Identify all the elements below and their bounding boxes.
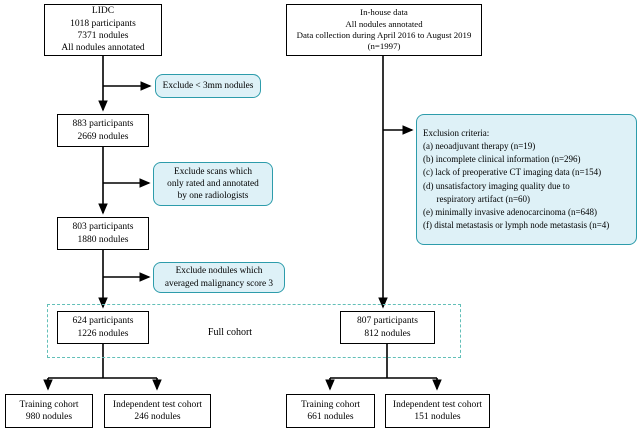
lidc-source-box [44,4,162,56]
text-line: Data collection during April 2016 to August 2019 [296,30,472,40]
text-line: (a) neoadjuvant therapy (n=19) [423,141,536,152]
text-line: Independent test cohort [112,399,203,410]
text-line: 812 nodules [364,328,411,339]
text-line: (b) incomplete clinical information (n=296) [423,154,581,165]
text-line: by one radiologists [177,191,249,202]
text-line: Exclusion criteria: [423,128,490,139]
text-line: 661 nodules [307,412,354,422]
text-line: 803 participants [72,222,134,233]
text-line: LIDC [91,6,115,17]
lidc-624-box [57,311,149,344]
lidc-883-box [57,114,149,147]
text-line: All nodules annotated [345,18,423,29]
text-line: Exclude nodules which [175,266,263,277]
text-line: All nodules annotated [61,43,145,54]
exclude-malignancy-score3-note [153,262,285,293]
text-line: Independent test cohort [392,399,483,410]
text-line: (c) lack of preoperative CT imaging data (n=154) [423,167,602,178]
text-line: 1226 nodules [77,328,129,339]
text-line: In-house data [360,7,408,18]
text-line: 883 participants [72,119,134,130]
text-line: Training cohort [19,399,79,410]
full-cohort-label: Full cohort [207,327,253,338]
text-line: 980 nodules [25,412,73,422]
lidc-803-box [57,217,149,250]
text-line: 7371 nodules [77,31,129,41]
text-line: 2669 nodules [77,131,129,142]
text-line: 807 participants [357,316,418,327]
exclude-one-radiologist-note [153,162,273,206]
lidc-test-cohort-box [104,394,211,428]
text-line: (n=1997) [367,41,401,52]
lidc-training-cohort-box [5,394,93,428]
text-line: 246 nodules [134,412,181,422]
text-line: respiratory artifact (n=60) [423,193,531,204]
text-line: Exclude scans which [174,166,252,177]
text-line: averaged malignancy score 3 [164,278,274,289]
text-line: 1018 participants [70,18,136,29]
exclusion-criteria-note [416,114,637,245]
text-line: only rated and annotated [167,178,259,189]
text-line: 151 nodules [414,412,461,422]
text-line: (d) unsatisfactory imaging quality due to [423,180,570,191]
text-line: (f) distal metastasis or lymph node metastasis (n=4) [423,219,610,230]
text-line: (e) minimally invasive adenocarcinoma (n=648) [423,206,598,217]
exclude-3mm-note [155,74,261,98]
inhouse-training-cohort-box [286,394,375,428]
text-line: 624 participants [72,316,134,327]
inhouse-source-box [286,4,482,56]
inhouse-test-cohort-box [385,394,490,428]
inhouse-807-box [340,311,435,344]
text-line: 1880 nodules [77,234,129,245]
text-line: Exclude < 3mm nodules [162,80,254,91]
text-line: Training cohort [300,399,361,410]
